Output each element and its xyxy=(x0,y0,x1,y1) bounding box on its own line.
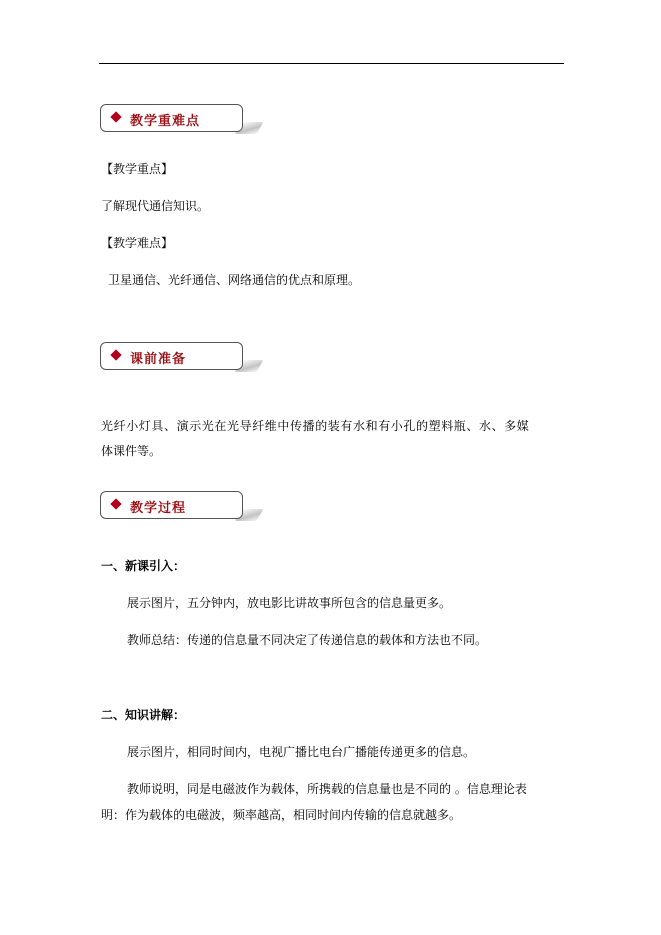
part1-paragraph-1: 展示图片，五分钟内，放电影比讲故事所包含的信息量更多。 xyxy=(127,596,452,610)
preparation-line-1: 光纤小灯具、演示光在光导纤维中传播的装有水和有小孔的塑料瓶、水、多媒 xyxy=(101,419,530,433)
difficulty-label: 【教学难点】 xyxy=(101,236,174,250)
focus-text: 了解现代通信知识。 xyxy=(101,199,210,213)
section-title: 教学过程 xyxy=(130,501,187,516)
part1-heading: 一、新课引入： xyxy=(101,559,186,573)
difficulty-text: 卫星通信、光纤通信、网络通信的优点和原理。 xyxy=(108,273,361,287)
section-header-process xyxy=(100,491,246,521)
part1-paragraph-2: 教师总结：传递的信息量不同决定了传递信息的载体和方法也不同。 xyxy=(127,633,488,647)
part2-heading: 二、知识讲解： xyxy=(101,708,186,722)
preparation-line-2: 体课件等。 xyxy=(101,444,162,458)
section-title: 教学重难点 xyxy=(130,114,201,129)
section-header-key-points xyxy=(100,104,246,134)
part2-paragraph-2-line-1: 教师说明，同是电磁波作为载体，所携载的信息量也是不同的 。信息理论表 xyxy=(127,782,527,796)
part2-paragraph-1: 展示图片，相同时间内，电视广播比电台广播能传递更多的信息。 xyxy=(127,745,476,759)
section-title: 课前准备 xyxy=(130,352,187,367)
focus-label: 【教学重点】 xyxy=(101,162,174,176)
part2-paragraph-2-line-2: 明：作为载体的电磁波，频率越高，相同时间内传输的信息就越多。 xyxy=(101,808,462,822)
section-header-preparation xyxy=(100,342,246,372)
header-rule xyxy=(99,63,564,64)
